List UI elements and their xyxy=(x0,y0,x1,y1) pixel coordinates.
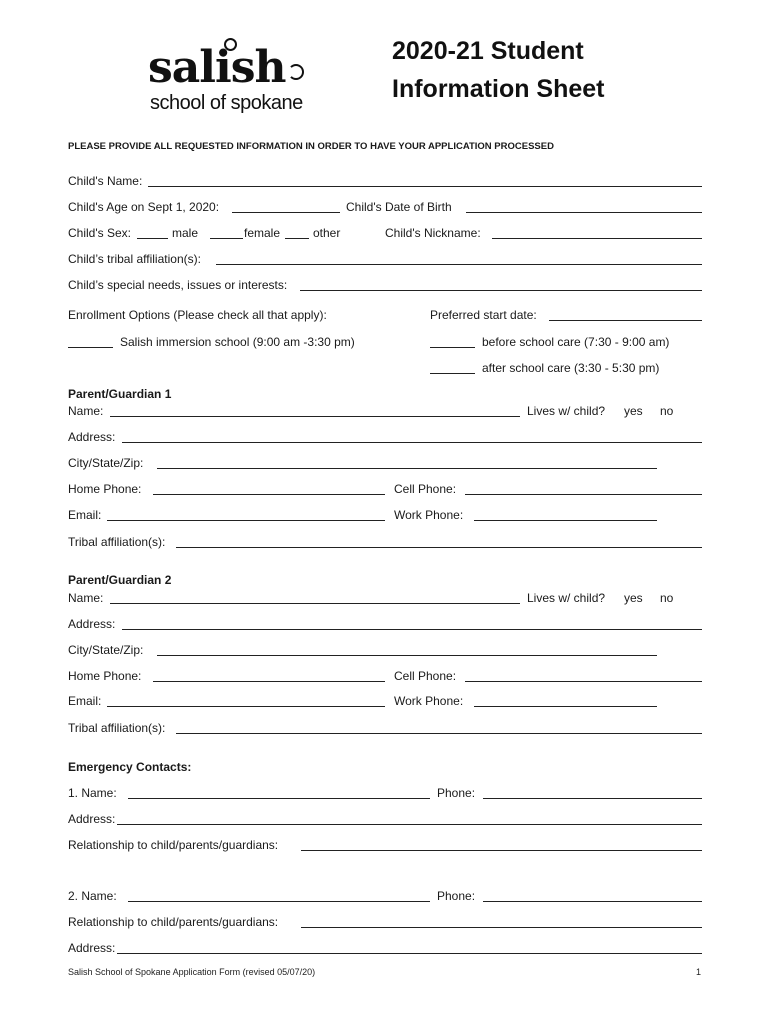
guardian1-no-option[interactable]: no xyxy=(660,404,674,418)
before-care-option: before school care (7:30 - 9:00 am) xyxy=(482,335,670,349)
guardian1-work-field[interactable] xyxy=(474,520,657,521)
guardian1-address-field[interactable] xyxy=(122,442,702,443)
guardian1-home-field[interactable] xyxy=(153,494,385,495)
guardian1-city-field[interactable] xyxy=(157,468,657,469)
guardian1-email-field[interactable] xyxy=(107,520,385,521)
child-dob-label: Child's Date of Birth xyxy=(346,200,452,214)
child-tribal-field[interactable] xyxy=(216,264,702,265)
instruction-text: PLEASE PROVIDE ALL REQUESTED INFORMATION IN ORDER TO HAVE YOUR APPLICATION PROCESSED xyxy=(68,141,554,152)
contact2-address-field[interactable] xyxy=(117,953,702,954)
guardian2-name-field[interactable] xyxy=(110,603,520,604)
guardian1-name-field[interactable] xyxy=(110,416,520,417)
contact1-name-field[interactable] xyxy=(128,798,430,799)
guardian1-tribal-field[interactable] xyxy=(176,547,702,548)
contact1-phone-field[interactable] xyxy=(483,798,702,799)
sex-male-blank[interactable] xyxy=(137,238,168,239)
child-age-label: Child's Age on Sept 1, 2020: xyxy=(68,200,220,214)
contact1-relation-label: Relationship to child/parents/guardians: xyxy=(68,838,279,852)
contact2-address-label: Address: xyxy=(68,941,116,955)
before-care-check-blank[interactable] xyxy=(430,347,475,348)
guardian1-yes-option[interactable]: yes xyxy=(624,404,643,418)
preferred-start-label: Preferred start date: xyxy=(430,308,537,322)
contact1-phone-label: Phone: xyxy=(437,786,476,800)
guardian1-tribal-label: Tribal affiliation(s): xyxy=(68,535,166,549)
child-tribal-label: Child’s tribal affiliation(s): xyxy=(68,252,201,266)
guardian2-address-label: Address: xyxy=(68,617,116,631)
after-care-option: after school care (3:30 - 5:30 pm) xyxy=(482,361,660,375)
child-dob-field[interactable] xyxy=(466,212,702,213)
guardian1-cell-label: Cell Phone: xyxy=(394,482,457,496)
child-nickname-label: Child's Nickname: xyxy=(385,226,481,240)
guardian2-home-label: Home Phone: xyxy=(68,669,142,683)
child-sex-label: Child's Sex: xyxy=(68,226,131,240)
footer-text: Salish School of Spokane Application Form (revised 05/07/20) xyxy=(68,967,316,977)
guardian2-cell-label: Cell Phone: xyxy=(394,669,457,683)
guardian1-address-label: Address: xyxy=(68,430,116,444)
logo-swirl xyxy=(288,64,304,80)
enrollment-options-label: Enrollment Options (Please check all that apply): xyxy=(68,308,327,322)
sex-other-blank[interactable] xyxy=(285,238,309,239)
immersion-option: Salish immersion school (9:00 am -3:30 pm) xyxy=(120,335,355,349)
emergency-heading: Emergency Contacts: xyxy=(68,760,192,774)
guardian1-work-label: Work Phone: xyxy=(394,508,464,522)
guardian2-address-field[interactable] xyxy=(122,629,702,630)
guardian2-no-option[interactable]: no xyxy=(660,591,674,605)
guardian2-heading: Parent/Guardian 2 xyxy=(68,573,172,587)
guardian2-tribal-field[interactable] xyxy=(176,733,702,734)
guardian1-email-label: Email: xyxy=(68,508,102,522)
preferred-start-field[interactable] xyxy=(549,320,702,321)
guardian1-home-label: Home Phone: xyxy=(68,482,142,496)
guardian1-city-label: City/State/Zip: xyxy=(68,456,144,470)
guardian2-yes-option[interactable]: yes xyxy=(624,591,643,605)
sex-female-blank[interactable] xyxy=(210,238,243,239)
child-name-field[interactable] xyxy=(148,186,702,187)
sex-other-option: other xyxy=(313,226,341,240)
sex-male-option: male xyxy=(172,226,199,240)
guardian2-tribal-label: Tribal affiliation(s): xyxy=(68,721,166,735)
page-title-line2: Information Sheet xyxy=(392,75,605,103)
guardian2-home-field[interactable] xyxy=(153,681,385,682)
guardian2-cell-field[interactable] xyxy=(465,681,702,682)
guardian2-work-label: Work Phone: xyxy=(394,694,464,708)
contact2-name-field[interactable] xyxy=(128,901,430,902)
contact1-address-label: Address: xyxy=(68,812,116,826)
contact2-relation-label: Relationship to child/parents/guardians: xyxy=(68,915,279,929)
contact2-relation-field[interactable] xyxy=(301,927,702,928)
guardian2-email-label: Email: xyxy=(68,694,102,708)
logo-wordmark: salish xyxy=(148,42,286,93)
page-title-line1: 2020-21 Student xyxy=(392,37,584,65)
after-care-check-blank[interactable] xyxy=(430,373,475,374)
guardian2-city-label: City/State/Zip: xyxy=(68,643,144,657)
contact1-relation-field[interactable] xyxy=(301,850,702,851)
school-logo xyxy=(148,36,308,120)
child-needs-field[interactable] xyxy=(300,290,702,291)
page-number: 1 xyxy=(696,967,702,977)
guardian1-cell-field[interactable] xyxy=(465,494,702,495)
contact2-phone-field[interactable] xyxy=(483,901,702,902)
guardian2-city-field[interactable] xyxy=(157,655,657,656)
child-needs-label: Child’s special needs, issues or interests: xyxy=(68,278,288,292)
guardian1-heading: Parent/Guardian 1 xyxy=(68,387,172,401)
immersion-check-blank[interactable] xyxy=(68,347,113,348)
child-nickname-field[interactable] xyxy=(492,238,702,239)
contact1-address-field[interactable] xyxy=(117,824,702,825)
sex-female-option: female xyxy=(244,226,281,240)
contact2-phone-label: Phone: xyxy=(437,889,476,903)
guardian1-name-label: Name: xyxy=(68,404,104,418)
logo-subtitle: school of spokane xyxy=(150,92,303,114)
guardian1-lives-label: Lives w/ child? xyxy=(527,404,606,418)
contact1-name-label: 1. Name: xyxy=(68,786,117,800)
child-age-field[interactable] xyxy=(232,212,340,213)
guardian2-name-label: Name: xyxy=(68,591,104,605)
guardian2-work-field[interactable] xyxy=(474,706,657,707)
guardian2-email-field[interactable] xyxy=(107,706,385,707)
guardian2-lives-label: Lives w/ child? xyxy=(527,591,606,605)
child-name-label: Child's Name: xyxy=(68,174,143,188)
contact2-name-label: 2. Name: xyxy=(68,889,117,903)
